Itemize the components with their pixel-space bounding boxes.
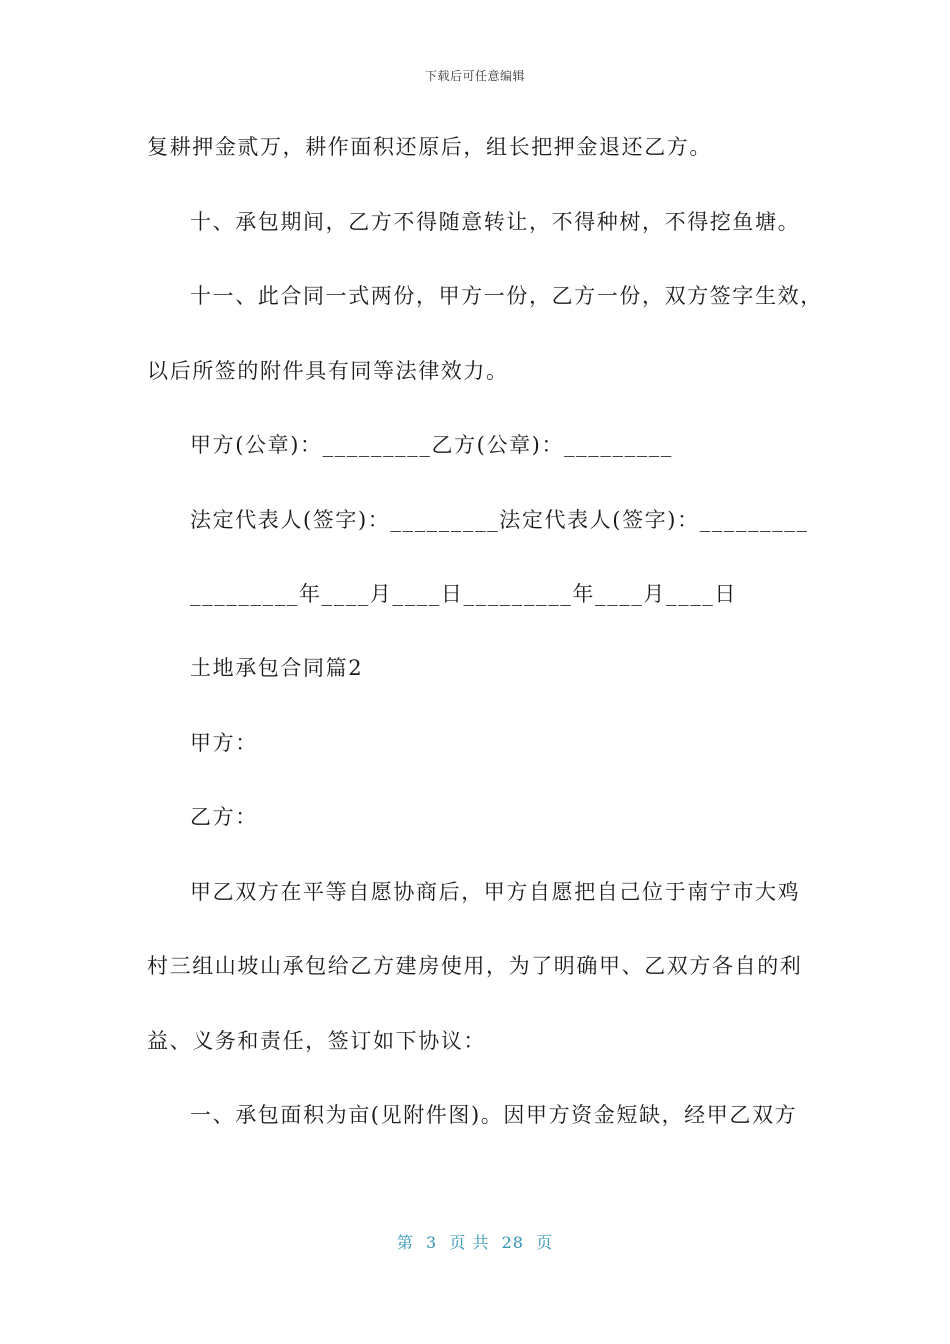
party-b-label: 乙方： [190, 805, 258, 829]
paragraph-line: 十、承包期间，乙方不得随意转让，不得种树，不得挖鱼塘。 [190, 210, 801, 234]
section-title: 土地承包合同篇2 [190, 656, 364, 680]
paragraph-line: 村三组山坡山承包给乙方建房使用，为了明确甲、乙双方各自的利 [147, 954, 803, 978]
paragraph-line: 甲乙双方在平等自愿协商后，甲方自愿把自己位于南宁市大鸡 [190, 880, 801, 904]
paragraph-line: 益、义务和责任，签订如下协议： [147, 1029, 486, 1053]
party-a-label: 甲方： [190, 731, 258, 755]
signature-line-representatives: 法定代表人(签字)：_________法定代表人(签字)：_________ [190, 508, 809, 532]
signature-line-seals: 甲方(公章)：_________乙方(公章)：_________ [190, 433, 673, 457]
paragraph-line: 一、承包面积为亩(见附件图)。因甲方资金短缺，经甲乙双方 [190, 1103, 798, 1127]
paragraph-line: 以后所签的附件具有同等法律效力。 [147, 359, 509, 383]
page-header: 下载后可任意编辑 [424, 69, 525, 83]
paragraph-line: 复耕押金贰万，耕作面积还原后，组长把押金退还乙方。 [147, 135, 712, 159]
date-line: _________年____月____日_________年____月____日 [190, 582, 737, 606]
paragraph-line: 十一、此合同一式两份，甲方一份，乙方一份，双方签字生效， [190, 284, 823, 308]
page-footer: 第 3 页 共 28 页 [396, 1233, 554, 1252]
